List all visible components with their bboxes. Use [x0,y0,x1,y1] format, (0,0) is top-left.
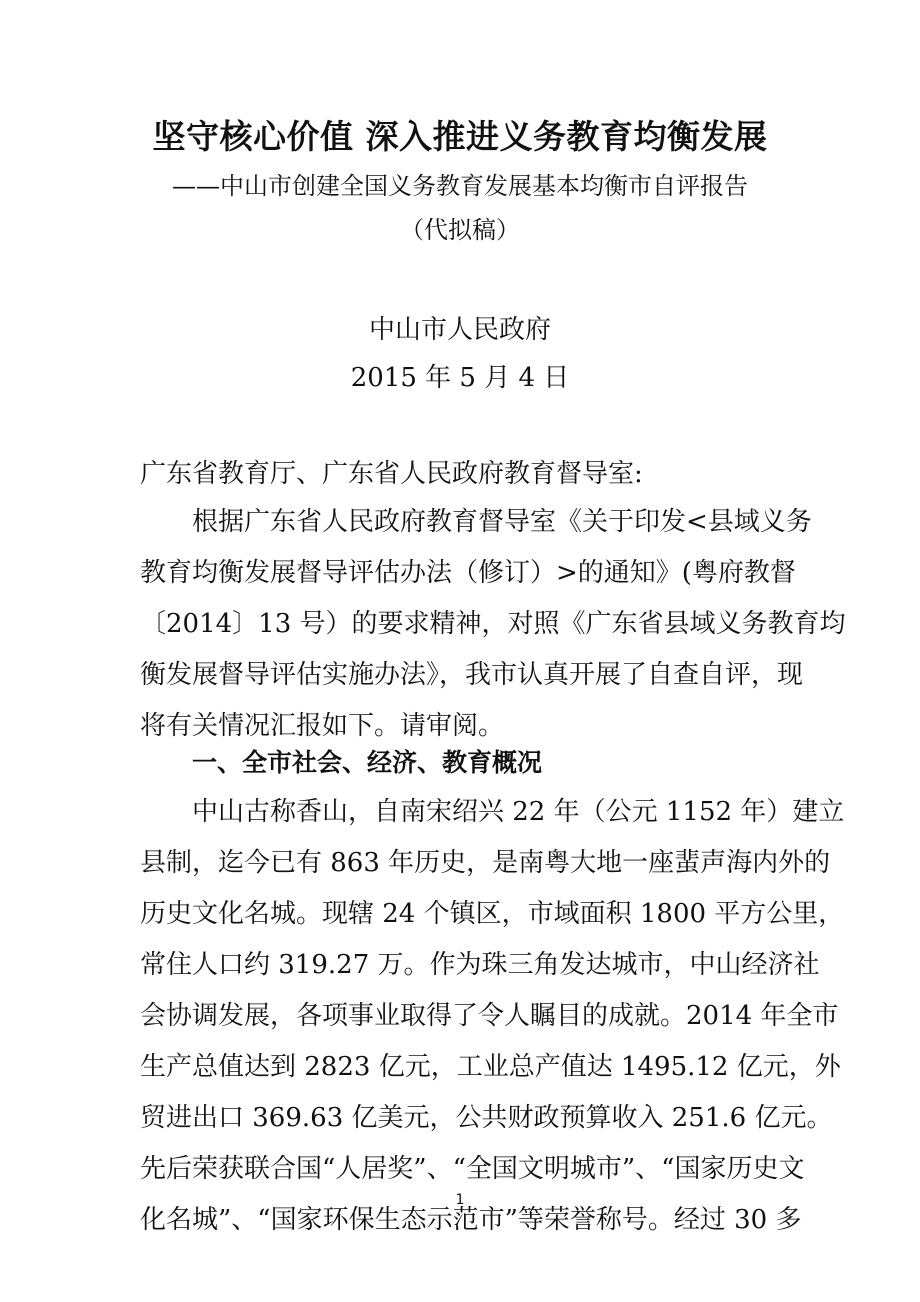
paragraph-line: 衡发展督导评估实施办法》，我市认真开展了自查自评，现 [140,660,804,690]
paragraph-line: 教育均衡发展督导评估办法（修订）>的通知》(粤府教督 [140,558,796,588]
document-subtitle: ——中山市创建全国义务教育发展基本均衡市自评报告 [172,172,748,200]
paragraph-line: 先后荣获联合国“人居奖”、“全国文明城市”、“国家历史文 [140,1154,805,1184]
paragraph-line: 中山古称香山，自南宋绍兴 22 年（公元 1152 年）建立 [192,797,845,827]
draft-note: （代拟稿） [400,216,520,244]
paragraph-line: 将有关情况汇报如下。请审阅。 [140,711,505,741]
paragraph-line: 化名城”、“国家环保生态示范市”等荣誉称号。经过 30 多 [140,1205,802,1235]
intro-paragraph [140,500,846,755]
page-number: 1 [455,1192,465,1208]
issue-date: 2015 年 5 月 4 日 [350,363,570,393]
paragraph-line: 常住人口约 319.27 万。作为珠三角发达城市，中山经济社 [140,950,820,980]
section-heading: 一、全市社会、经济、教育概况 [192,748,543,777]
paragraph-line: 根据广东省人民政府教育督导室《关于印发<县域义务 [192,507,812,537]
paragraph-line: 历史文化名城。现辖 24 个镇区，市域面积 1800 平方公里， [140,899,845,929]
paragraph-line: 县制，迄今已有 863 年历史，是南粤大地一座蜚声海内外的 [140,848,831,878]
paragraph-line: 贸进出口 369.63 亿美元，公共财政预算收入 251.6 亿元。 [140,1103,833,1133]
section1-paragraph [140,790,845,1249]
paragraph-line: 〔2014〕13 号）的要求精神，对照《广东省县域义务教育均 [140,609,846,639]
document-title: 坚守核心价值 深入推进义务教育均衡发展 [152,117,768,156]
issuer: 中山市人民政府 [368,315,551,345]
salutation: 广东省教育厅、广东省人民政府教育督导室: [140,459,643,489]
paragraph-line: 会协调发展，各项事业取得了令人瞩目的成就。2014 年全市 [140,1001,839,1031]
paragraph-line: 生产总值达到 2823 亿元，工业总产值达 1495.12 亿元，外 [140,1052,841,1082]
